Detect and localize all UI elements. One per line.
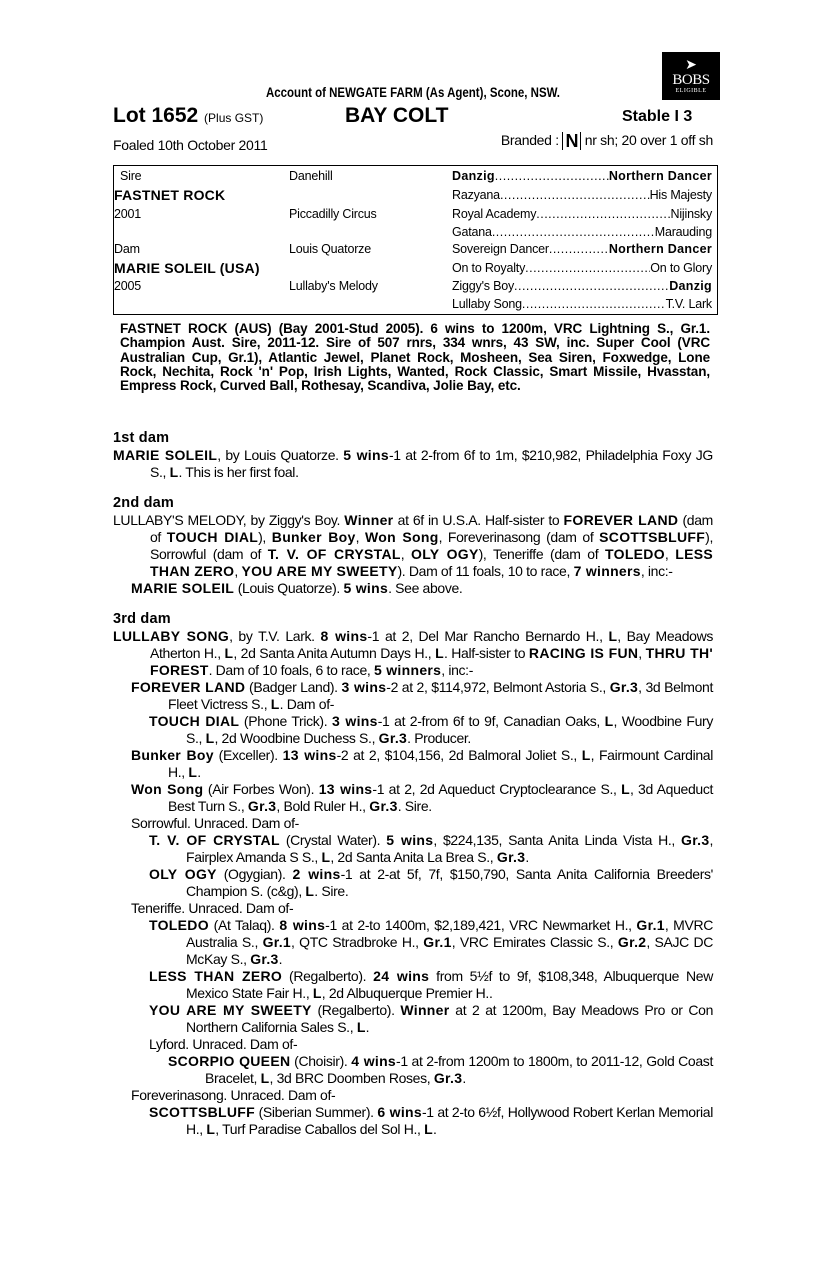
bold-text: L — [260, 1070, 270, 1086]
family-entry — [149, 1036, 713, 1053]
text: , 3d Aqueduct Best Turn S., — [168, 781, 714, 814]
leader-dots — [525, 261, 650, 275]
bold-text: L — [206, 1121, 216, 1137]
bold-text: Winner — [400, 1002, 450, 1018]
bold-text: L — [321, 849, 331, 865]
bold-text: Gr.3 — [250, 951, 279, 967]
bold-text: 2 wins — [292, 866, 341, 882]
leader-dots — [536, 207, 670, 221]
family-entry — [168, 1053, 713, 1087]
ancestor-sire: Marauding — [654, 225, 712, 239]
bold-text: 8 wins — [320, 628, 368, 644]
granddam-maternal: Lullaby's Melody — [289, 279, 378, 293]
text: . — [432, 1121, 437, 1137]
bold-text: Gr.3 — [496, 849, 526, 865]
ancestor-name: Ziggy's Boy — [452, 279, 515, 293]
text: (Regalberto). — [311, 1002, 401, 1018]
text: -1 at 2-from 6f to 9f, Canadian Oaks, — [377, 713, 605, 729]
section-heading: 2nd dam — [113, 495, 175, 511]
text: , VRC Emirates Classic S., — [451, 934, 618, 950]
vendor-account: Account of NEWGATE FARM (As Agent), Scone, NSW. — [265, 84, 561, 100]
text: . Dam of 10 foals, 6 to race, — [208, 662, 374, 678]
text: , by T.V. Lark. — [229, 628, 321, 644]
text: (Choisir). — [290, 1053, 352, 1069]
great-grandparent-row — [452, 242, 712, 256]
bold-text: 24 wins — [373, 968, 430, 984]
text: , Bold Ruler H., — [276, 798, 370, 814]
bold-text: L — [224, 645, 234, 661]
bold-text: 3 wins — [341, 679, 387, 695]
bold-text: L — [188, 764, 198, 780]
text: Teneriffe. Unraced. Dam of- — [131, 900, 294, 916]
great-grandparent-row — [452, 188, 712, 202]
family-entry — [113, 447, 713, 481]
bold-text: Gr.1 — [262, 934, 292, 950]
text: . — [462, 1070, 466, 1086]
logo-text: BOBS — [672, 72, 710, 88]
text: LULLABY'S MELODY, by Ziggy's Boy. — [113, 512, 345, 528]
ancestor-name: Razyana — [452, 188, 500, 202]
bold-text: MARIE SOLEIL — [131, 580, 235, 596]
dam-section — [113, 430, 713, 481]
dam-label: Dam — [114, 242, 140, 256]
text: -1 at 2-to 6½f, Hollywood Robert Kerlan Memorial H., — [186, 1104, 713, 1137]
text: , QTC Stradbroke H., — [291, 934, 424, 950]
text: -1 at 2-to 1400m, $2,189,421, VRC Newmarket H., — [325, 917, 637, 933]
section-heading: 3rd dam — [113, 611, 171, 627]
bold-text: L — [205, 730, 215, 746]
bold-text: FOREVER LAND — [563, 512, 679, 528]
text: . — [365, 1019, 370, 1035]
text: , Woodbine Fury S., — [186, 713, 713, 746]
text: ), Sorrowful (dam of — [150, 529, 713, 562]
brand-info — [501, 132, 713, 150]
text: . Dam of- — [279, 696, 335, 712]
ancestor-sire: Northern Dancer — [608, 169, 712, 183]
ancestor-sire: His Majesty — [649, 188, 712, 202]
text: , — [234, 563, 242, 579]
great-grandparent-row — [452, 225, 712, 239]
gst-note: (Plus GST) — [204, 111, 264, 125]
text: , 2d Santa Anita Autumn Days H., — [233, 645, 436, 661]
horse-bird-icon: ➤ — [685, 56, 697, 72]
bold-text: L — [604, 713, 614, 729]
grandsire-paternal: Danehill — [289, 169, 333, 183]
bold-text: L — [305, 883, 315, 899]
text: from 5½f to 9f, $108,348, Albuquerque New Mexico State Fair H., — [186, 968, 713, 1001]
ancestor-sire: T.V. Lark — [665, 297, 712, 311]
bold-text: YOU ARE MY SWEETY — [241, 563, 398, 579]
text: at 2 at 1200m, Bay Meadows Pro or Con Northern California Sales S., — [186, 1002, 714, 1035]
text: -2 at 2, $114,972, Belmont Astoria S., — [386, 679, 610, 695]
text: , — [400, 546, 412, 562]
bold-text: L — [581, 747, 591, 763]
bold-text: Gr.2 — [617, 934, 647, 950]
leader-dots — [500, 188, 650, 202]
text: -1 at 2-from 1200m to 1800m, to 2011-12, Gold Coast Bracelet, — [205, 1053, 713, 1086]
leader-dots — [522, 297, 666, 311]
family-entry — [149, 713, 713, 747]
leader-dots — [492, 225, 655, 239]
sire-name: FASTNET ROCK — [114, 187, 226, 203]
bold-text: 7 winners — [573, 563, 641, 579]
bold-text: 13 wins — [318, 781, 373, 797]
text: , Fairplex Amanda S S., — [186, 832, 713, 865]
text: -1 at 2, 2d Aqueduct Cryptoclearance S., — [372, 781, 622, 797]
sire-summary: FASTNET ROCK (AUS) (Bay 2001-Stud 2005). 6 wins to 1200m, VRC Lightning S., Gr.1. Champion Aust. Sire, 2011-12. Sire of 507 rnrs, 334 wnrs, 43 SW, inc. Super Cool (VRC Australian Cup, Gr.1), Atlantic Jewel, Planet Rock, Mosheen, Sea Siren, Foxwedge, Lone Rock, Nechita, Rock 'n' Pop, Irish Lights, Wanted, Rock Classic, Smart Missile, Hvasstan, Empress Rock, Curved Ball, Rothesay, Scandiva, Jolie Bay, etc. — [120, 321, 710, 394]
bold-text: Winner — [344, 512, 394, 528]
bold-text: 6 wins — [377, 1104, 422, 1120]
text: , inc:- — [640, 563, 673, 579]
family-entry — [131, 815, 713, 832]
great-grandparent-row — [452, 207, 712, 221]
section-heading: 1st dam — [113, 430, 170, 446]
text: Lyford. Unraced. Dam of- — [149, 1036, 298, 1052]
text: , MVRC Australia S., — [186, 917, 713, 950]
text: , 2d Santa Anita La Brea S., — [330, 849, 497, 865]
text: (Regalberto). — [282, 968, 374, 984]
bold-text: TOLEDO — [605, 546, 665, 562]
bold-text: Gr.1 — [423, 934, 452, 950]
text: , Fairmount Cardinal H., — [168, 747, 713, 780]
text: , inc:- — [441, 662, 474, 678]
bold-text: Gr.3 — [609, 679, 639, 695]
text: . Half-sister to — [443, 645, 529, 661]
bold-text: OLY OGY — [149, 866, 217, 882]
dam-year: 2005 — [114, 279, 142, 293]
bold-text: TOLEDO — [149, 917, 209, 933]
bold-text: RACING IS FUN — [528, 645, 639, 661]
bold-text: 5 wins — [343, 580, 389, 596]
bold-text: Gr.3 — [433, 1070, 463, 1086]
text: (Louis Quatorze). — [234, 580, 344, 596]
bold-text: Gr.3 — [369, 798, 398, 814]
bold-text: L — [270, 696, 280, 712]
great-grandparent-row — [452, 279, 712, 293]
text: , 3d BRC Doomben Roses, — [269, 1070, 434, 1086]
text: , Foreverinasong (dam of — [438, 529, 600, 545]
text: , 3d Belmont Fleet Victress S., — [168, 679, 713, 712]
bold-text: L — [169, 464, 179, 480]
bold-text: L — [356, 1019, 366, 1035]
text: , by Louis Quatorze. — [217, 447, 344, 463]
text: -1 at 2, Del Mar Rancho Bernardo H., — [367, 628, 609, 644]
text: , Bay Meadows Atherton H., — [150, 628, 714, 661]
brand-mark: N — [562, 132, 581, 150]
bold-text: TOUCH DIAL — [166, 529, 259, 545]
bold-text: OLY OGY — [411, 546, 479, 562]
text: , Turf Paradise Caballos del Sol H., — [215, 1121, 425, 1137]
text: (Phone Trick). — [239, 713, 332, 729]
family-entry — [113, 628, 713, 679]
bold-text: MARIE SOLEIL — [113, 447, 218, 463]
bold-text: 4 wins — [351, 1053, 397, 1069]
ancestor-sire: On to Glory — [650, 261, 712, 275]
foaling-date: Foaled 10th October 2011 — [113, 137, 268, 153]
bold-text: THRU TH' FOREST — [150, 645, 713, 678]
text: , 2d Woodbine Duchess S., — [214, 730, 379, 746]
text: (Air Forbes Won). — [203, 781, 319, 797]
bold-text: L — [608, 628, 618, 644]
text: (dam of — [150, 512, 713, 545]
bold-text: Bunker Boy — [131, 747, 214, 763]
bold-text: YOU ARE MY SWEETY — [149, 1002, 312, 1018]
bold-text: FOREVER LAND — [131, 679, 246, 695]
family-entry — [131, 679, 713, 713]
bold-text: SCOTTSBLUFF — [599, 529, 706, 545]
family-entry — [149, 832, 713, 866]
dam-name: MARIE SOLEIL (USA) — [114, 260, 260, 276]
branded-text: nr sh; 20 over 1 off sh — [584, 132, 713, 148]
text: . Producer. — [407, 730, 471, 746]
branded-label: Branded : — [500, 132, 559, 148]
bold-text: Won Song — [364, 529, 439, 545]
bold-text: Bunker Boy — [271, 529, 356, 545]
text: . See above. — [388, 580, 463, 596]
sire-year: 2001 — [114, 207, 142, 221]
bold-text: Gr.3 — [247, 798, 277, 814]
leader-dots — [495, 169, 609, 183]
logo-subtext: ELIGIBLE — [675, 88, 707, 94]
ancestor-name: On to Royalty — [452, 261, 526, 275]
catalogue-family-text — [113, 430, 713, 1138]
text: , — [638, 645, 646, 661]
lot-number — [113, 104, 263, 128]
text: , $224,135, Santa Anita Linda Vista H., — [433, 832, 681, 848]
text: . Sire. — [314, 883, 349, 899]
bold-text: SCORPIO QUEEN — [168, 1053, 291, 1069]
family-entry — [131, 781, 713, 815]
leader-dots — [549, 242, 609, 256]
bold-text: L — [424, 1121, 433, 1137]
text: (Exceller). — [213, 747, 283, 763]
bold-text: Won Song — [131, 781, 204, 797]
bold-text: 3 wins — [331, 713, 378, 729]
family-entry — [149, 1104, 713, 1138]
bold-text: LULLABY SONG — [113, 628, 230, 644]
text: (At Talaq). — [208, 917, 280, 933]
text: . This is her first foal. — [178, 464, 299, 480]
bold-text: Gr.3 — [681, 832, 710, 848]
ancestor-name: Royal Academy — [452, 207, 537, 221]
bold-text: T. V. OF CRYSTAL — [267, 546, 401, 562]
text: (Crystal Water). — [279, 832, 387, 848]
text: (Ogygian). — [216, 866, 293, 882]
text: Foreverinasong. Unraced. Dam of- — [131, 1087, 336, 1103]
sire-label: Sire — [120, 169, 142, 183]
ancestor-name: Gatana — [452, 225, 492, 239]
ancestor-name: Lullaby Song — [452, 297, 522, 311]
horse-description: BAY COLT — [345, 104, 449, 127]
text: , 2d Albuquerque Premier H.. — [321, 985, 493, 1001]
bold-text: LESS THAN ZERO — [150, 546, 713, 579]
family-entry — [149, 1002, 713, 1036]
text: at 6f in U.S.A. Half-sister to — [393, 512, 564, 528]
bold-text: L — [435, 645, 444, 661]
ancestor-name: Danzig — [452, 169, 495, 183]
text: (Siberian Summer). — [254, 1104, 378, 1120]
lot-label: Lot 1652 — [113, 104, 199, 127]
great-grandparent-row — [452, 297, 712, 311]
text: (Badger Land). — [245, 679, 342, 695]
text: . — [197, 764, 201, 780]
family-entry — [149, 968, 713, 1002]
bold-text: SCOTTSBLUFF — [149, 1104, 255, 1120]
dam-section — [113, 611, 713, 1138]
text: ). Dam of 11 foals, 10 to race, — [397, 563, 574, 579]
text: ), Teneriffe (dam of — [478, 546, 606, 562]
text: -1 at 2-from 6f to 1m, $210,982, Philadelphia Foxy JG S., — [150, 447, 713, 480]
family-entry — [131, 747, 713, 781]
bold-text: 5 wins — [386, 832, 434, 848]
leader-dots — [514, 279, 669, 293]
great-grandparent-row — [452, 169, 712, 183]
family-entry — [149, 917, 713, 968]
text: , — [664, 546, 676, 562]
granddam-paternal: Piccadilly Circus — [289, 207, 377, 221]
bold-text: LESS THAN ZERO — [149, 968, 283, 984]
pedigree-table — [113, 165, 718, 315]
stable-location: Stable I 3 — [622, 108, 693, 125]
bobs-eligible-logo — [662, 52, 720, 100]
text: -2 at 2, $104,156, 2d Balmoral Joliet S., — [336, 747, 582, 763]
bold-text: L — [621, 781, 630, 797]
text: Sorrowful. Unraced. Dam of- — [131, 815, 299, 831]
ancestor-sire: Northern Dancer — [608, 242, 712, 256]
dam-section — [113, 495, 713, 597]
text: . — [278, 951, 283, 967]
text: -1 at 2-at 5f, 7f, $150,790, Santa Anita California Breeders' Champion S. (c&g), — [186, 866, 713, 899]
great-grandparent-row — [452, 261, 712, 275]
bold-text: TOUCH DIAL — [149, 713, 240, 729]
bold-text: 5 wins — [343, 447, 389, 463]
text: . — [525, 849, 529, 865]
bold-text: T. V. OF CRYSTAL — [149, 832, 280, 848]
bold-text: 5 winners — [373, 662, 442, 678]
text: ), — [258, 529, 272, 545]
bold-text: Gr.1 — [636, 917, 665, 933]
ancestor-name: Sovereign Dancer — [452, 242, 549, 256]
text: . Sire. — [397, 798, 432, 814]
ancestor-sire: Nijinsky — [670, 207, 712, 221]
family-entry — [131, 580, 713, 597]
text: , — [355, 529, 365, 545]
family-entry — [131, 900, 713, 917]
bold-text: Gr.3 — [378, 730, 408, 746]
family-entry — [113, 512, 713, 580]
bold-text: 8 wins — [279, 917, 326, 933]
grandsire-maternal: Louis Quatorze — [289, 242, 371, 256]
family-entry — [149, 866, 713, 900]
ancestor-sire: Danzig — [669, 279, 712, 293]
text: , SAJC DC McKay S., — [186, 934, 713, 967]
family-entry — [131, 1087, 713, 1104]
bold-text: 13 wins — [282, 747, 337, 763]
bold-text: L — [312, 985, 322, 1001]
